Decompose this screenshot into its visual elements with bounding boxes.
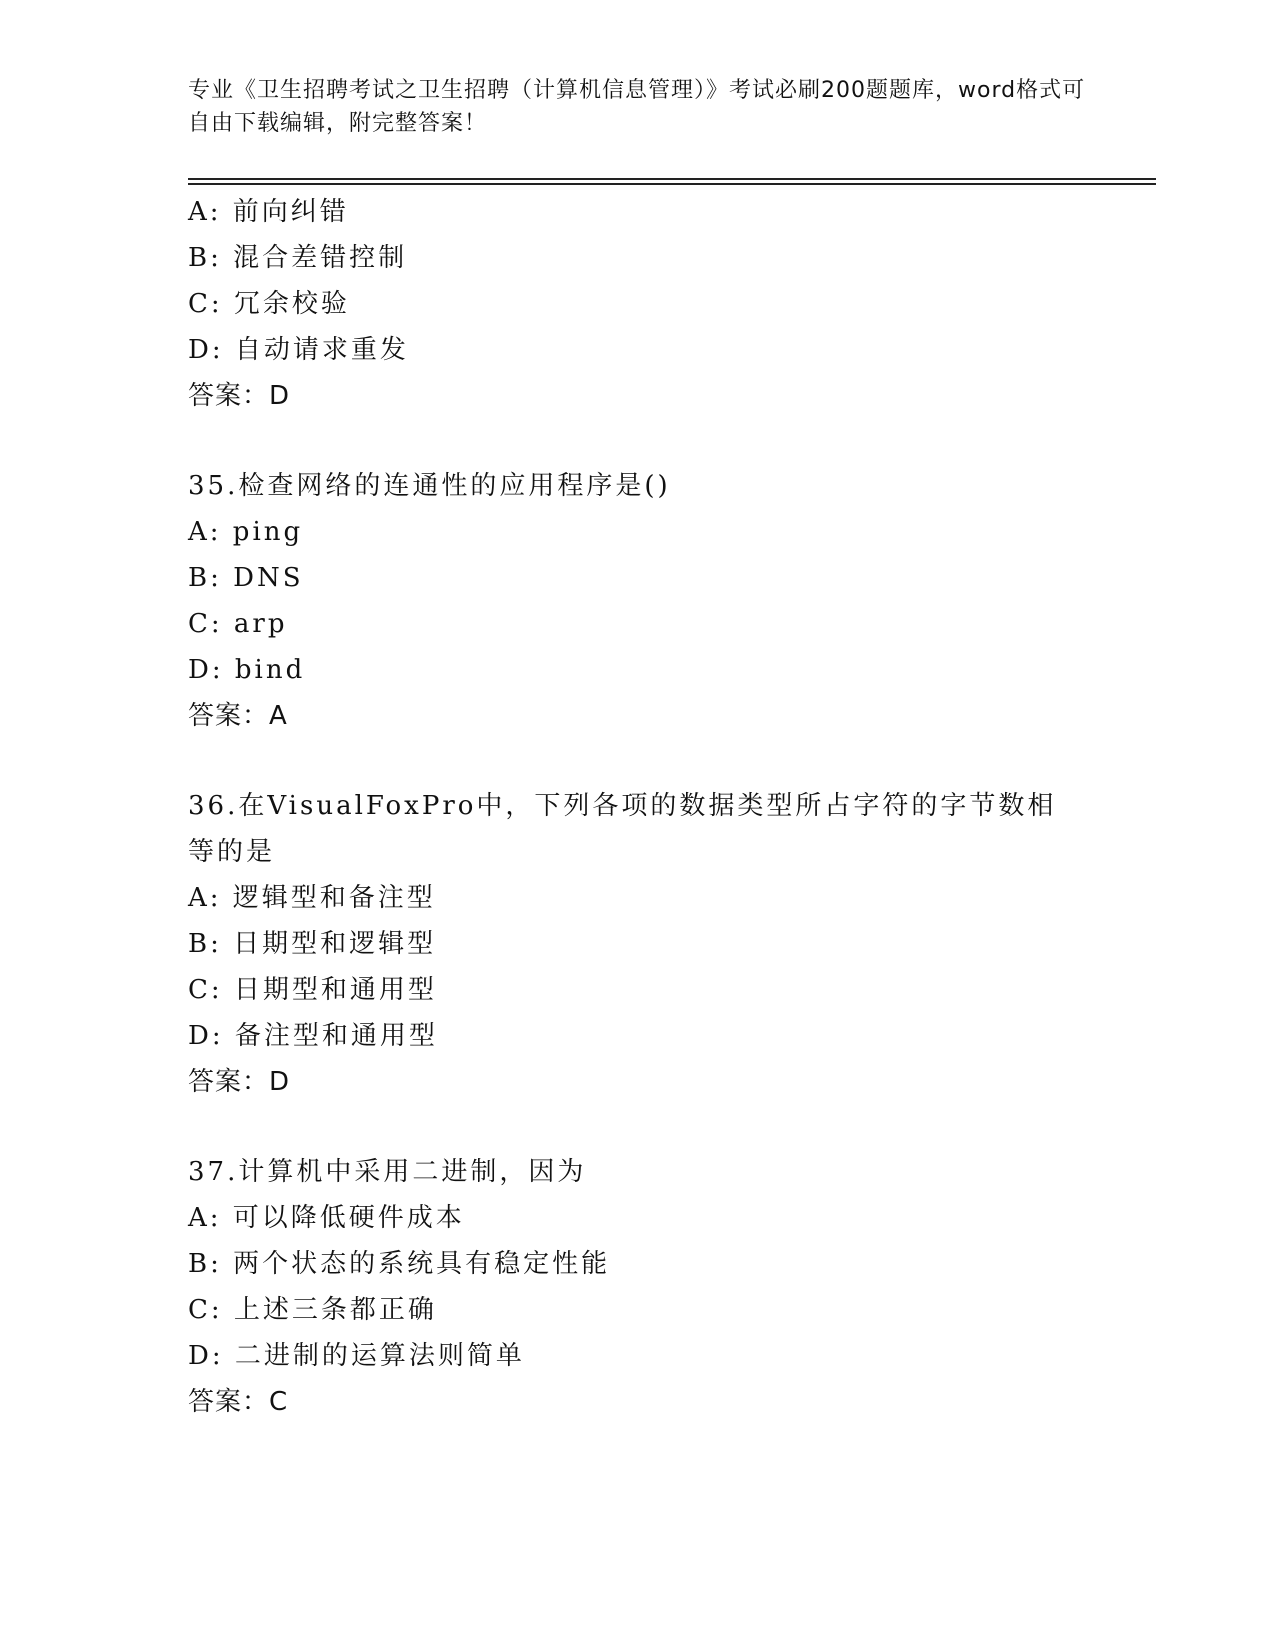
option-b: B: 日期型和逻辑型 xyxy=(188,929,437,959)
question-list xyxy=(188,189,1128,1425)
question-text: 36.在VisualFoxPro中，下列各项的数据类型所占字符的字节数相等的是 xyxy=(188,791,1057,867)
option-c: C: 上述三条都正确 xyxy=(188,1295,437,1325)
question-block xyxy=(188,1149,1128,1425)
answer-line: 答案：C xyxy=(188,1387,289,1417)
option-b: B: DNS xyxy=(188,563,304,593)
answer-line: 答案：D xyxy=(188,381,291,411)
option-c: C: 日期型和通用型 xyxy=(188,975,437,1005)
option-c: C: arp xyxy=(188,609,288,639)
question-text: 35.检查网络的连通性的应用程序是() xyxy=(188,471,671,501)
option-a: A: 前向纠错 xyxy=(188,197,349,227)
option-b: B: 混合差错控制 xyxy=(188,243,408,273)
answer-line: 答案：A xyxy=(188,701,288,731)
option-d: D: bind xyxy=(188,655,306,685)
option-d: D: 自动请求重发 xyxy=(188,335,409,365)
option-d: D: 备注型和通用型 xyxy=(188,1021,438,1051)
question-text: 37.计算机中采用二进制，因为 xyxy=(188,1157,587,1187)
question-block xyxy=(188,783,1128,1105)
option-c: C: 冗余校验 xyxy=(188,289,350,319)
option-d: D: 二进制的运算法则简单 xyxy=(188,1341,525,1371)
option-a: A: ping xyxy=(188,517,304,547)
option-a: A: 逻辑型和备注型 xyxy=(188,883,436,913)
option-b: B: 两个状态的系统具有稳定性能 xyxy=(188,1249,611,1279)
question-block xyxy=(188,189,1128,419)
header-divider-top xyxy=(188,178,1156,180)
answer-line: 答案：D xyxy=(188,1067,291,1097)
option-a: A: 可以降低硬件成本 xyxy=(188,1203,465,1233)
question-block xyxy=(188,463,1128,739)
document-header: 专业《卫生招聘考试之卫生招聘（计算机信息管理）》考试必刷200题题库，word格式可自由下载编辑，附完整答案！ xyxy=(188,78,1086,136)
header-divider-bottom xyxy=(188,183,1156,185)
